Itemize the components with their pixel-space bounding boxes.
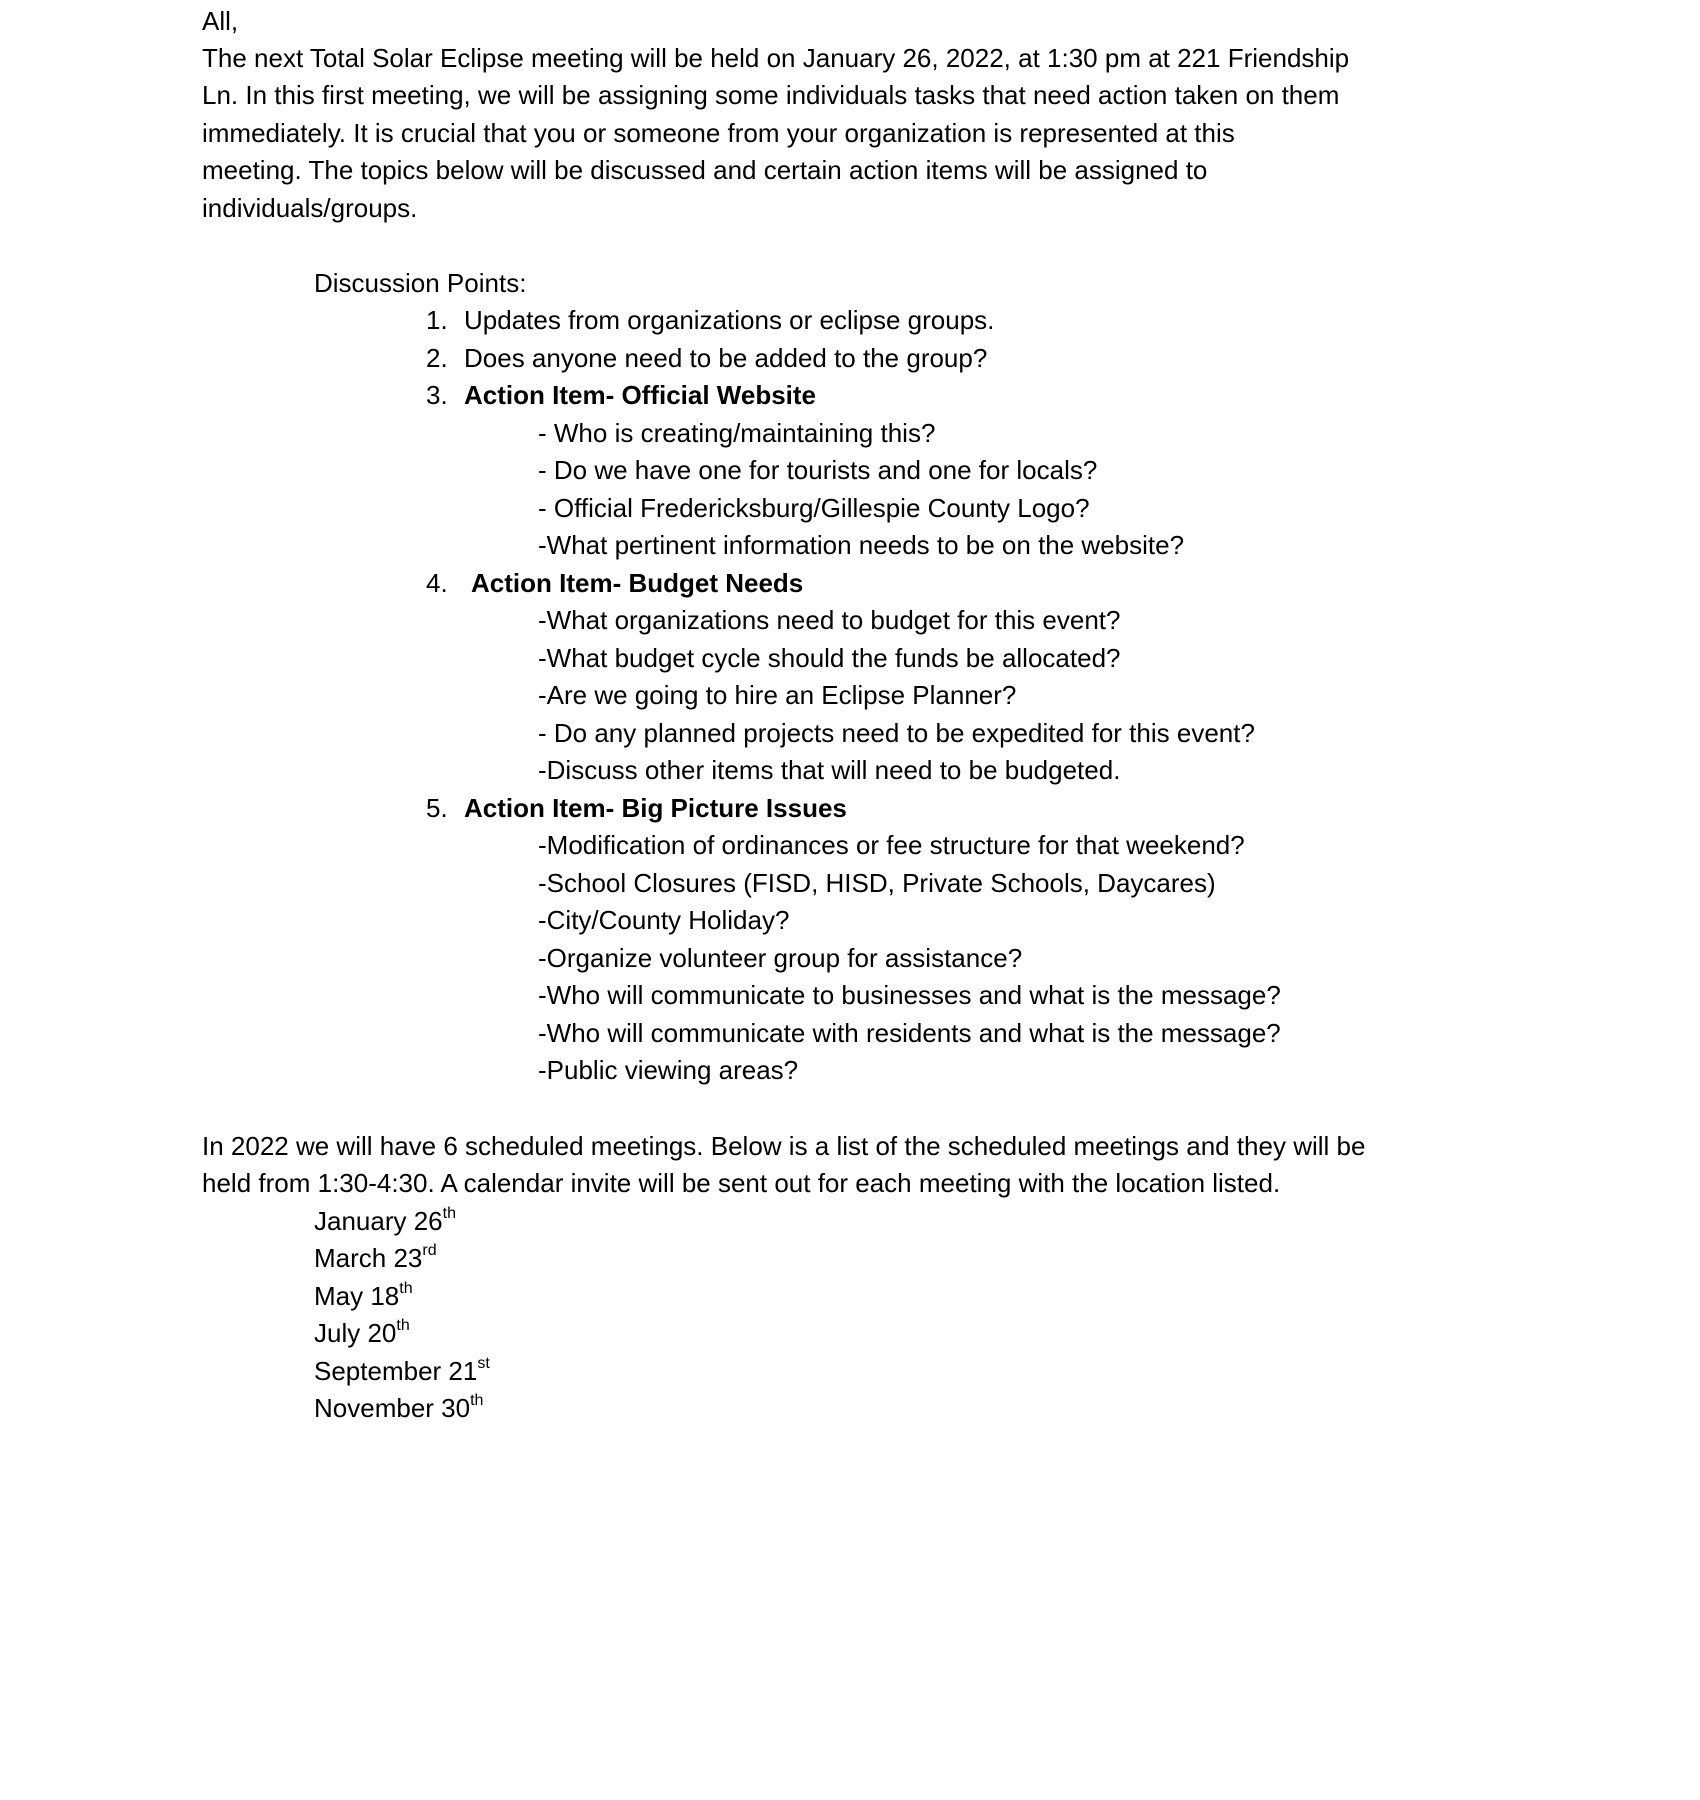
sub-item: -Modification of ordinances or fee structure for that weekend? <box>538 830 1245 860</box>
sub-item: - Official Fredericksburg/Gillespie County Logo? <box>538 493 1090 523</box>
meeting-date: May 18th <box>314 1280 413 1311</box>
ordinal-suffix: th <box>399 1280 413 1298</box>
ordinal-suffix: rd <box>422 1242 437 1260</box>
action-item-heading: Action Item- Official Website <box>464 380 817 410</box>
intro-line: The next Total Solar Eclipse meeting will be held on January 26, 2022, at 1:30 pm at 221 Friendship <box>202 43 1350 73</box>
ordinal-suffix: th <box>396 1317 410 1335</box>
sub-item: -Who will communicate to businesses and what is the message? <box>538 980 1281 1010</box>
sub-item: - Who is creating/maintaining this? <box>538 418 936 448</box>
sub-item: -What pertinent information needs to be on the website? <box>538 530 1185 560</box>
intro-line: Ln. In this first meeting, we will be assigning some individuals tasks that need action taken on them <box>202 80 1340 110</box>
list-item-number: 3. <box>426 380 448 410</box>
ordinal-suffix: th <box>442 1205 456 1223</box>
sub-item: - Do any planned projects need to be expedited for this event? <box>538 718 1255 748</box>
meeting-date: March 23rd <box>314 1242 437 1273</box>
meeting-date: November 30th <box>314 1392 484 1423</box>
sub-item: -What organizations need to budget for this event? <box>538 605 1121 635</box>
sub-item: - Do we have one for tourists and one for locals? <box>538 455 1098 485</box>
list-item-number: 2. <box>426 343 448 373</box>
sub-item: -What budget cycle should the funds be allocated? <box>538 643 1121 673</box>
list-item-number: 1. <box>426 305 448 335</box>
meeting-date: January 26th <box>314 1205 456 1236</box>
sub-item: -Public viewing areas? <box>538 1055 799 1085</box>
intro-line: meeting. The topics below will be discussed and certain action items will be assigned to <box>202 155 1208 185</box>
sub-item: -Who will communicate with residents and what is the message? <box>538 1018 1281 1048</box>
list-item: Does anyone need to be added to the group? <box>464 343 988 373</box>
discussion-heading: Discussion Points: <box>314 268 527 298</box>
schedule-line: In 2022 we will have 6 scheduled meetings. Below is a list of the scheduled meetings and they will be <box>202 1131 1366 1161</box>
meeting-date: September 21st <box>314 1355 490 1386</box>
sub-item: -City/County Holiday? <box>538 905 790 935</box>
action-item-heading: Action Item- Budget Needs <box>471 568 804 598</box>
intro-line: individuals/groups. <box>202 193 418 223</box>
list-item-number: 5. <box>426 793 448 823</box>
meeting-date: July 20th <box>314 1317 410 1348</box>
list-item: Updates from organizations or eclipse groups. <box>464 305 995 335</box>
sub-item: -Discuss other items that will need to be budgeted. <box>538 755 1121 785</box>
sub-item: -School Closures (FISD, HISD, Private Schools, Daycares) <box>538 868 1216 898</box>
list-item-number: 4. <box>426 568 448 598</box>
sub-item: -Are we going to hire an Eclipse Planner? <box>538 680 1017 710</box>
intro-line: immediately. It is crucial that you or someone from your organization is represented at this <box>202 118 1235 148</box>
sub-item: -Organize volunteer group for assistance? <box>538 943 1023 973</box>
ordinal-suffix: th <box>470 1392 484 1410</box>
schedule-line: held from 1:30-4:30. A calendar invite will be sent out for each meeting with the location listed. <box>202 1168 1281 1198</box>
ordinal-suffix: st <box>477 1355 490 1373</box>
greeting: All, <box>202 6 239 36</box>
action-item-heading: Action Item- Big Picture Issues <box>464 793 847 823</box>
